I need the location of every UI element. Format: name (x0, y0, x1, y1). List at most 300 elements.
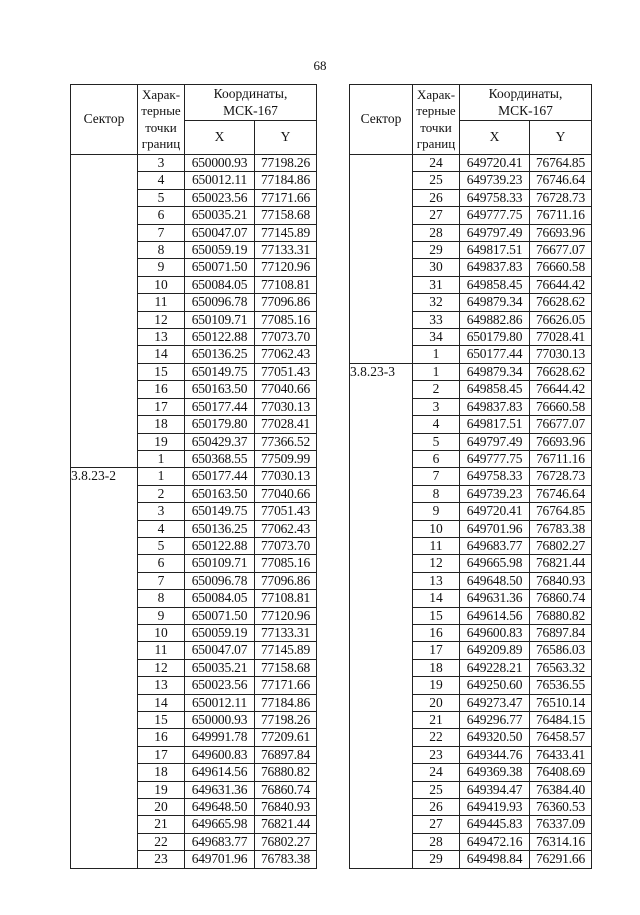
y-coordinate-cell: 77073.70 (255, 537, 317, 554)
point-number-cell: 27 (413, 816, 460, 833)
y-coordinate-cell: 76746.64 (530, 485, 592, 502)
sector-cell (71, 259, 138, 276)
x-coordinate-cell: 649250.60 (460, 677, 530, 694)
y-coordinate-cell: 76536.55 (530, 677, 592, 694)
table-row (71, 242, 317, 259)
table-row (71, 590, 317, 607)
header-coordinates (460, 85, 592, 121)
table-row (71, 189, 317, 206)
sector-cell (71, 537, 138, 554)
point-number-cell: 11 (138, 642, 185, 659)
y-coordinate-cell: 76880.82 (530, 607, 592, 624)
sector-cell (350, 416, 413, 433)
x-coordinate-cell: 650179.80 (460, 329, 530, 346)
table-body (71, 155, 317, 869)
table-row (350, 712, 592, 729)
y-coordinate-cell: 76677.07 (530, 416, 592, 433)
x-coordinate-cell: 650035.21 (185, 659, 255, 676)
table-row (350, 520, 592, 537)
sector-cell (71, 311, 138, 328)
sector-cell (350, 746, 413, 763)
table-row (350, 729, 592, 746)
table-row (350, 259, 592, 276)
sector-cell (350, 851, 413, 868)
header-sector: Сектор (350, 85, 413, 155)
sector-cell (71, 694, 138, 711)
point-number-cell: 29 (413, 851, 460, 868)
sector-cell (71, 816, 138, 833)
x-coordinate-cell: 649419.93 (460, 799, 530, 816)
x-coordinate-cell: 649683.77 (460, 537, 530, 554)
table-row (71, 485, 317, 502)
table-row (71, 381, 317, 398)
x-coordinate-cell: 650084.05 (185, 590, 255, 607)
y-coordinate-cell: 77120.96 (255, 607, 317, 624)
point-number-cell: 15 (138, 363, 185, 380)
sector-cell (350, 816, 413, 833)
table-row (71, 851, 317, 868)
y-coordinate-cell: 77030.13 (255, 398, 317, 415)
table-row (71, 416, 317, 433)
point-number-cell: 1 (413, 346, 460, 363)
table-row (350, 329, 592, 346)
x-coordinate-cell: 649665.98 (185, 816, 255, 833)
sector-cell (71, 276, 138, 293)
point-number-cell: 15 (413, 607, 460, 624)
header-coords-line: МСК-167 (223, 102, 278, 118)
table-row (71, 537, 317, 554)
x-coordinate-cell: 649600.83 (460, 624, 530, 641)
x-coordinate-cell: 650177.44 (185, 398, 255, 415)
point-number-cell: 31 (413, 276, 460, 293)
x-coordinate-cell: 649228.21 (460, 659, 530, 676)
x-coordinate-cell: 650109.71 (185, 555, 255, 572)
x-coordinate-cell: 649648.50 (460, 572, 530, 589)
y-coordinate-cell: 77028.41 (255, 416, 317, 433)
point-number-cell: 15 (138, 712, 185, 729)
y-coordinate-cell: 77366.52 (255, 433, 317, 450)
y-coordinate-cell: 77184.86 (255, 172, 317, 189)
y-coordinate-cell: 76337.09 (530, 816, 592, 833)
x-coordinate-cell: 650023.56 (185, 189, 255, 206)
point-number-cell: 17 (413, 642, 460, 659)
coordinates-table-right (349, 84, 592, 869)
y-coordinate-cell: 76764.85 (530, 503, 592, 520)
y-coordinate-cell: 77145.89 (255, 224, 317, 241)
table-row (350, 276, 592, 293)
y-coordinate-cell: 77030.13 (530, 346, 592, 363)
table-row (350, 416, 592, 433)
sector-cell (350, 555, 413, 572)
x-coordinate-cell: 650047.07 (185, 642, 255, 659)
sector-cell (71, 242, 138, 259)
sector-cell (350, 224, 413, 241)
x-coordinate-cell: 649879.34 (460, 294, 530, 311)
table-header (71, 85, 317, 155)
table-row (350, 590, 592, 607)
sector-cell (350, 520, 413, 537)
x-coordinate-cell: 650084.05 (185, 276, 255, 293)
table-row (350, 363, 592, 380)
sector-cell (350, 659, 413, 676)
y-coordinate-cell: 77184.86 (255, 694, 317, 711)
table-row (71, 433, 317, 450)
point-number-cell: 10 (413, 520, 460, 537)
x-coordinate-cell: 650109.71 (185, 311, 255, 328)
x-coordinate-cell: 649720.41 (460, 503, 530, 520)
table-row (71, 729, 317, 746)
x-coordinate-cell: 649817.51 (460, 416, 530, 433)
point-number-cell: 10 (138, 624, 185, 641)
sector-cell (71, 329, 138, 346)
y-coordinate-cell: 77062.43 (255, 520, 317, 537)
y-coordinate-cell: 77198.26 (255, 712, 317, 729)
y-coordinate-cell: 77209.61 (255, 729, 317, 746)
header-y: Y (255, 121, 317, 155)
sector-cell (350, 503, 413, 520)
header-points-line: терные (141, 103, 181, 119)
sector-cell (71, 363, 138, 380)
table-row (71, 346, 317, 363)
sector-cell (350, 311, 413, 328)
sector-cell (350, 259, 413, 276)
point-number-cell: 21 (138, 816, 185, 833)
table-row (350, 485, 592, 502)
x-coordinate-cell: 649882.86 (460, 311, 530, 328)
table-row (71, 555, 317, 572)
sector-cell (350, 450, 413, 467)
table-row (350, 346, 592, 363)
table-row (350, 677, 592, 694)
sector-cell: 3.8.23-3 (350, 363, 413, 380)
point-number-cell: 26 (413, 799, 460, 816)
sector-cell (350, 398, 413, 415)
table-row (350, 189, 592, 206)
x-coordinate-cell: 649320.50 (460, 729, 530, 746)
x-coordinate-cell: 649991.78 (185, 729, 255, 746)
point-number-cell: 8 (138, 590, 185, 607)
sector-cell (71, 764, 138, 781)
point-number-cell: 13 (138, 677, 185, 694)
point-number-cell: 1 (138, 450, 185, 467)
table-row (71, 764, 317, 781)
sector-cell (350, 381, 413, 398)
header-coords-line: Координаты, (213, 86, 288, 102)
table-row (350, 224, 592, 241)
sector-cell (350, 624, 413, 641)
table-body (350, 155, 592, 869)
header-points-line: границ (416, 135, 456, 151)
table-row (350, 207, 592, 224)
table-row (350, 468, 592, 485)
sector-cell (350, 677, 413, 694)
point-number-cell: 23 (138, 851, 185, 868)
y-coordinate-cell: 77171.66 (255, 677, 317, 694)
y-coordinate-cell: 76626.05 (530, 311, 592, 328)
y-coordinate-cell: 77085.16 (255, 311, 317, 328)
sector-cell (350, 537, 413, 554)
table-row (71, 155, 317, 172)
point-number-cell: 9 (138, 607, 185, 624)
point-number-cell: 18 (413, 659, 460, 676)
y-coordinate-cell: 77509.99 (255, 450, 317, 467)
x-coordinate-cell: 650179.80 (185, 416, 255, 433)
point-number-cell: 9 (138, 259, 185, 276)
sector-cell (350, 729, 413, 746)
header-x: X (460, 121, 530, 155)
point-number-cell: 5 (138, 537, 185, 554)
y-coordinate-cell: 77198.26 (255, 155, 317, 172)
sector-cell (350, 294, 413, 311)
point-number-cell: 6 (138, 555, 185, 572)
y-coordinate-cell: 77040.66 (255, 381, 317, 398)
y-coordinate-cell: 76458.57 (530, 729, 592, 746)
y-coordinate-cell: 77158.68 (255, 207, 317, 224)
x-coordinate-cell: 650096.78 (185, 572, 255, 589)
point-number-cell: 28 (413, 224, 460, 241)
header-points-line: точки (420, 119, 452, 135)
point-number-cell: 5 (138, 189, 185, 206)
table-row (71, 833, 317, 850)
point-number-cell: 2 (413, 381, 460, 398)
point-number-cell: 2 (138, 485, 185, 502)
x-coordinate-cell: 649758.33 (460, 468, 530, 485)
x-coordinate-cell: 650136.25 (185, 520, 255, 537)
point-number-cell: 10 (138, 276, 185, 293)
table-row (350, 816, 592, 833)
table-row (350, 381, 592, 398)
sector-cell (350, 433, 413, 450)
table-row (71, 694, 317, 711)
y-coordinate-cell: 77133.31 (255, 242, 317, 259)
x-coordinate-cell: 649777.75 (460, 450, 530, 467)
point-number-cell: 4 (138, 520, 185, 537)
sector-cell (71, 294, 138, 311)
table-row (350, 294, 592, 311)
y-coordinate-cell: 76660.58 (530, 398, 592, 415)
x-coordinate-cell: 649445.83 (460, 816, 530, 833)
table-row (350, 398, 592, 415)
x-coordinate-cell: 650122.88 (185, 329, 255, 346)
point-number-cell: 1 (138, 468, 185, 485)
y-coordinate-cell: 76677.07 (530, 242, 592, 259)
y-coordinate-cell: 76860.74 (255, 781, 317, 798)
table-row (71, 294, 317, 311)
x-coordinate-cell: 649600.83 (185, 746, 255, 763)
point-number-cell: 25 (413, 781, 460, 798)
x-coordinate-cell: 650059.19 (185, 242, 255, 259)
y-coordinate-cell: 77108.81 (255, 590, 317, 607)
x-coordinate-cell: 649701.96 (460, 520, 530, 537)
coordinates-table-left (70, 84, 317, 869)
x-coordinate-cell: 649648.50 (185, 799, 255, 816)
x-coordinate-cell: 649631.36 (460, 590, 530, 607)
point-number-cell: 25 (413, 172, 460, 189)
sector-cell (350, 572, 413, 589)
y-coordinate-cell: 76711.16 (530, 207, 592, 224)
point-number-cell: 19 (138, 781, 185, 798)
point-number-cell: 13 (138, 329, 185, 346)
y-coordinate-cell: 76711.16 (530, 450, 592, 467)
y-coordinate-cell: 76746.64 (530, 172, 592, 189)
sector-cell (350, 468, 413, 485)
sector-cell (71, 555, 138, 572)
y-coordinate-cell: 76802.27 (255, 833, 317, 850)
table-row (71, 329, 317, 346)
x-coordinate-cell: 649631.36 (185, 781, 255, 798)
table-row (71, 276, 317, 293)
point-number-cell: 24 (413, 764, 460, 781)
sector-cell (350, 607, 413, 624)
x-coordinate-cell: 649209.89 (460, 642, 530, 659)
sector-cell (350, 346, 413, 363)
table-row (71, 677, 317, 694)
table-row (71, 224, 317, 241)
x-coordinate-cell: 650035.21 (185, 207, 255, 224)
x-coordinate-cell: 650136.25 (185, 346, 255, 363)
sector-cell (71, 381, 138, 398)
point-number-cell: 5 (413, 433, 460, 450)
header-boundary-points (413, 85, 460, 155)
y-coordinate-cell: 77085.16 (255, 555, 317, 572)
y-coordinate-cell: 76291.66 (530, 851, 592, 868)
x-coordinate-cell: 650149.75 (185, 503, 255, 520)
sector-cell (350, 590, 413, 607)
x-coordinate-cell: 650163.50 (185, 381, 255, 398)
point-number-cell: 12 (413, 555, 460, 572)
header-points-line: Харак- (141, 86, 181, 102)
table-row (71, 642, 317, 659)
table-row (350, 555, 592, 572)
x-coordinate-cell: 650177.44 (460, 346, 530, 363)
sector-cell (71, 781, 138, 798)
y-coordinate-cell: 76783.38 (530, 520, 592, 537)
point-number-cell: 22 (138, 833, 185, 850)
sector-cell (71, 346, 138, 363)
sector-cell (71, 450, 138, 467)
point-number-cell: 14 (138, 694, 185, 711)
y-coordinate-cell: 77051.43 (255, 503, 317, 520)
y-coordinate-cell: 76728.73 (530, 189, 592, 206)
sector-cell (71, 799, 138, 816)
sector-cell (71, 590, 138, 607)
sector-cell (71, 642, 138, 659)
point-number-cell: 12 (138, 311, 185, 328)
table-row (350, 311, 592, 328)
x-coordinate-cell: 649683.77 (185, 833, 255, 850)
point-number-cell: 26 (413, 189, 460, 206)
x-coordinate-cell: 649858.45 (460, 381, 530, 398)
y-coordinate-cell: 76384.40 (530, 781, 592, 798)
y-coordinate-cell: 76880.82 (255, 764, 317, 781)
x-coordinate-cell: 650096.78 (185, 294, 255, 311)
table-row (71, 781, 317, 798)
y-coordinate-cell: 77062.43 (255, 346, 317, 363)
x-coordinate-cell: 649369.38 (460, 764, 530, 781)
x-coordinate-cell: 649758.33 (460, 189, 530, 206)
y-coordinate-cell: 77051.43 (255, 363, 317, 380)
table-row (71, 659, 317, 676)
table-row (350, 642, 592, 659)
y-coordinate-cell: 76802.27 (530, 537, 592, 554)
x-coordinate-cell: 649777.75 (460, 207, 530, 224)
x-coordinate-cell: 650059.19 (185, 624, 255, 641)
x-coordinate-cell: 649273.47 (460, 694, 530, 711)
x-coordinate-cell: 650368.55 (185, 450, 255, 467)
table-row (350, 694, 592, 711)
point-number-cell: 19 (413, 677, 460, 694)
x-coordinate-cell: 649858.45 (460, 276, 530, 293)
point-number-cell: 3 (138, 503, 185, 520)
sector-cell (71, 398, 138, 415)
sector-cell (350, 207, 413, 224)
x-coordinate-cell: 650023.56 (185, 677, 255, 694)
header-boundary-points (138, 85, 185, 155)
point-number-cell: 7 (138, 224, 185, 241)
table-row (350, 746, 592, 763)
sector-cell (350, 172, 413, 189)
sector-cell (350, 242, 413, 259)
sector-cell (71, 729, 138, 746)
y-coordinate-cell: 76821.44 (255, 816, 317, 833)
point-number-cell: 22 (413, 729, 460, 746)
x-coordinate-cell: 650163.50 (185, 485, 255, 502)
y-coordinate-cell: 76897.84 (255, 746, 317, 763)
header-x: X (185, 121, 255, 155)
sector-cell (71, 572, 138, 589)
x-coordinate-cell: 649614.56 (185, 764, 255, 781)
point-number-cell: 3 (413, 398, 460, 415)
point-number-cell: 33 (413, 311, 460, 328)
sector-cell (71, 433, 138, 450)
point-number-cell: 20 (138, 799, 185, 816)
point-number-cell: 21 (413, 712, 460, 729)
x-coordinate-cell: 649498.84 (460, 851, 530, 868)
y-coordinate-cell: 76563.32 (530, 659, 592, 676)
x-coordinate-cell: 649394.47 (460, 781, 530, 798)
page-number: 68 (313, 58, 327, 73)
sector-cell (71, 712, 138, 729)
sector-cell (350, 712, 413, 729)
point-number-cell: 1 (413, 363, 460, 380)
table-row (71, 172, 317, 189)
x-coordinate-cell: 649817.51 (460, 242, 530, 259)
sector-cell (71, 851, 138, 868)
table-row (71, 398, 317, 415)
sector-cell (71, 746, 138, 763)
point-number-cell: 14 (413, 590, 460, 607)
table-row (71, 468, 317, 485)
table-row (71, 799, 317, 816)
x-coordinate-cell: 649837.83 (460, 398, 530, 415)
point-number-cell: 14 (138, 346, 185, 363)
table-row (350, 433, 592, 450)
table-row (71, 607, 317, 624)
x-coordinate-cell: 650012.11 (185, 172, 255, 189)
y-coordinate-cell: 76821.44 (530, 555, 592, 572)
y-coordinate-cell: 76860.74 (530, 590, 592, 607)
y-coordinate-cell: 77120.96 (255, 259, 317, 276)
point-number-cell: 19 (138, 433, 185, 450)
table-row (71, 363, 317, 380)
point-number-cell: 8 (138, 242, 185, 259)
table-row (71, 207, 317, 224)
table-row (350, 624, 592, 641)
x-coordinate-cell: 650177.44 (185, 468, 255, 485)
y-coordinate-cell: 77030.13 (255, 468, 317, 485)
table-row (350, 833, 592, 850)
table-row (350, 537, 592, 554)
